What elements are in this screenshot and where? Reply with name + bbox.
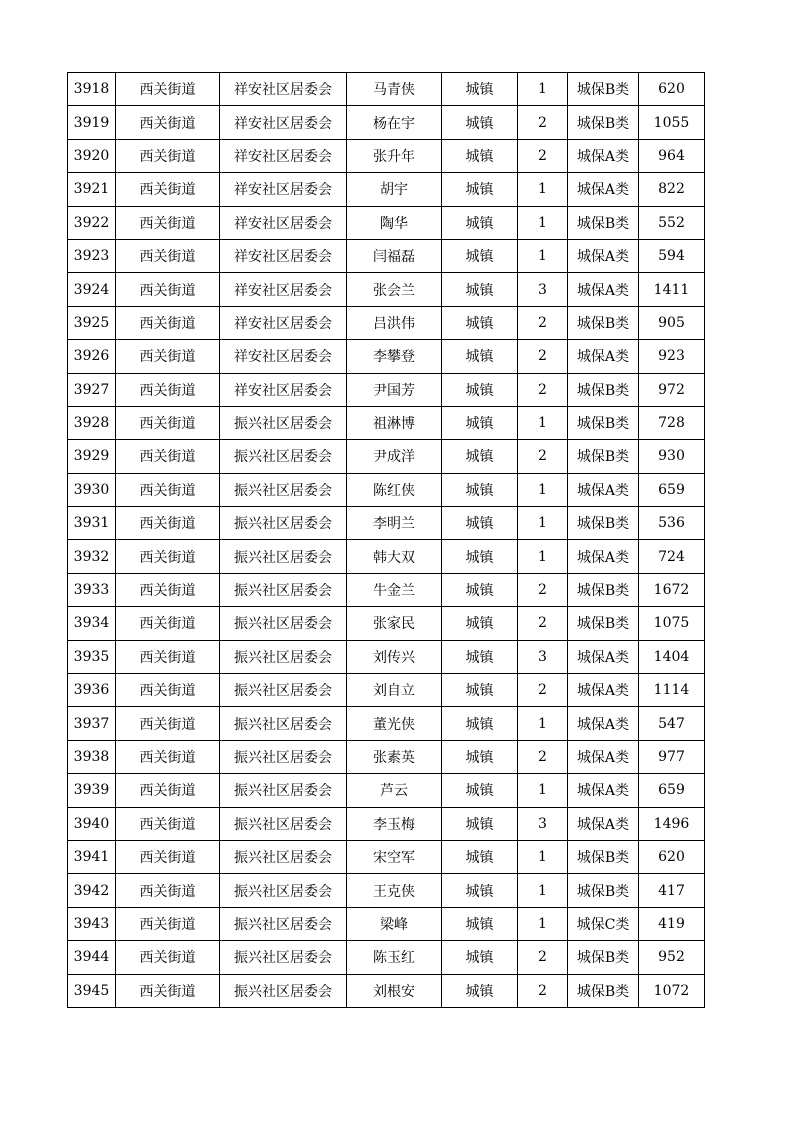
amount-cell: 930 — [639, 440, 705, 473]
row-id-cell: 3943 — [68, 907, 116, 940]
category-cell: 城保A类 — [568, 340, 639, 373]
category-cell: 城保A类 — [568, 473, 639, 506]
row-id-cell: 3932 — [68, 540, 116, 573]
household-count-cell: 2 — [518, 974, 568, 1007]
area-type-cell: 城镇 — [442, 139, 518, 172]
table-row — [68, 540, 705, 573]
area-type-cell: 城镇 — [442, 573, 518, 606]
street-cell: 西关街道 — [116, 139, 220, 172]
name-cell: 李明兰 — [347, 507, 442, 540]
name-cell: 董光侠 — [347, 707, 442, 740]
category-cell: 城保B类 — [568, 373, 639, 406]
amount-cell: 1114 — [639, 674, 705, 707]
row-id-cell: 3938 — [68, 740, 116, 773]
community-cell: 祥安社区居委会 — [220, 273, 347, 306]
community-cell: 振兴社区居委会 — [220, 807, 347, 840]
table-row — [68, 306, 705, 339]
area-type-cell: 城镇 — [442, 707, 518, 740]
row-id-cell: 3928 — [68, 406, 116, 439]
row-id-cell: 3927 — [68, 373, 116, 406]
table-row — [68, 239, 705, 272]
community-cell: 祥安社区居委会 — [220, 239, 347, 272]
street-cell: 西关街道 — [116, 440, 220, 473]
category-cell: 城保B类 — [568, 974, 639, 1007]
name-cell: 吕洪伟 — [347, 306, 442, 339]
street-cell: 西关街道 — [116, 907, 220, 940]
community-cell: 祥安社区居委会 — [220, 73, 347, 106]
area-type-cell: 城镇 — [442, 173, 518, 206]
category-cell: 城保B类 — [568, 106, 639, 139]
name-cell: 牛金兰 — [347, 573, 442, 606]
street-cell: 西关街道 — [116, 874, 220, 907]
area-type-cell: 城镇 — [442, 640, 518, 673]
street-cell: 西关街道 — [116, 306, 220, 339]
amount-cell: 417 — [639, 874, 705, 907]
category-cell: 城保B类 — [568, 306, 639, 339]
name-cell: 芦云 — [347, 774, 442, 807]
name-cell: 闫福磊 — [347, 239, 442, 272]
street-cell: 西关街道 — [116, 540, 220, 573]
household-count-cell: 1 — [518, 707, 568, 740]
name-cell: 马青侠 — [347, 73, 442, 106]
row-id-cell: 3925 — [68, 306, 116, 339]
area-type-cell: 城镇 — [442, 73, 518, 106]
name-cell: 刘传兴 — [347, 640, 442, 673]
area-type-cell: 城镇 — [442, 239, 518, 272]
household-count-cell: 1 — [518, 173, 568, 206]
category-cell: 城保B类 — [568, 440, 639, 473]
amount-cell: 552 — [639, 206, 705, 239]
household-count-cell: 2 — [518, 106, 568, 139]
area-type-cell: 城镇 — [442, 540, 518, 573]
category-cell: 城保A类 — [568, 273, 639, 306]
name-cell: 张家民 — [347, 607, 442, 640]
household-count-cell: 2 — [518, 306, 568, 339]
community-cell: 振兴社区居委会 — [220, 674, 347, 707]
amount-cell: 1075 — [639, 607, 705, 640]
community-cell: 振兴社区居委会 — [220, 941, 347, 974]
community-cell: 振兴社区居委会 — [220, 406, 347, 439]
street-cell: 西关街道 — [116, 974, 220, 1007]
amount-cell: 1496 — [639, 807, 705, 840]
category-cell: 城保A类 — [568, 139, 639, 172]
category-cell: 城保A类 — [568, 774, 639, 807]
name-cell: 陈红侠 — [347, 473, 442, 506]
table-row — [68, 807, 705, 840]
street-cell: 西关街道 — [116, 740, 220, 773]
row-id-cell: 3941 — [68, 840, 116, 873]
table-row — [68, 674, 705, 707]
amount-cell: 728 — [639, 406, 705, 439]
area-type-cell: 城镇 — [442, 440, 518, 473]
street-cell: 西关街道 — [116, 807, 220, 840]
amount-cell: 1055 — [639, 106, 705, 139]
row-id-cell: 3935 — [68, 640, 116, 673]
category-cell: 城保B类 — [568, 941, 639, 974]
table-row — [68, 406, 705, 439]
amount-cell: 972 — [639, 373, 705, 406]
category-cell: 城保A类 — [568, 807, 639, 840]
table-row — [68, 874, 705, 907]
table-row — [68, 206, 705, 239]
amount-cell: 952 — [639, 941, 705, 974]
amount-cell: 1411 — [639, 273, 705, 306]
amount-cell: 977 — [639, 740, 705, 773]
row-id-cell: 3939 — [68, 774, 116, 807]
name-cell: 祖淋博 — [347, 406, 442, 439]
street-cell: 西关街道 — [116, 73, 220, 106]
community-cell: 振兴社区居委会 — [220, 740, 347, 773]
category-cell: 城保B类 — [568, 840, 639, 873]
street-cell: 西关街道 — [116, 273, 220, 306]
table-row — [68, 907, 705, 940]
category-cell: 城保A类 — [568, 640, 639, 673]
community-cell: 振兴社区居委会 — [220, 540, 347, 573]
category-cell: 城保A类 — [568, 674, 639, 707]
name-cell: 宋空军 — [347, 840, 442, 873]
name-cell: 梁峰 — [347, 907, 442, 940]
amount-cell: 905 — [639, 306, 705, 339]
street-cell: 西关街道 — [116, 573, 220, 606]
category-cell: 城保B类 — [568, 874, 639, 907]
amount-cell: 659 — [639, 473, 705, 506]
area-type-cell: 城镇 — [442, 507, 518, 540]
area-type-cell: 城镇 — [442, 273, 518, 306]
row-id-cell: 3926 — [68, 340, 116, 373]
area-type-cell: 城镇 — [442, 907, 518, 940]
community-cell: 祥安社区居委会 — [220, 139, 347, 172]
name-cell: 张素英 — [347, 740, 442, 773]
roster-table — [67, 72, 705, 1008]
category-cell: 城保B类 — [568, 507, 639, 540]
row-id-cell: 3924 — [68, 273, 116, 306]
household-count-cell: 3 — [518, 807, 568, 840]
name-cell: 尹成洋 — [347, 440, 442, 473]
name-cell: 胡宇 — [347, 173, 442, 206]
household-count-cell: 2 — [518, 373, 568, 406]
household-count-cell: 1 — [518, 507, 568, 540]
table-row — [68, 139, 705, 172]
amount-cell: 1672 — [639, 573, 705, 606]
community-cell: 振兴社区居委会 — [220, 974, 347, 1007]
household-count-cell: 2 — [518, 607, 568, 640]
amount-cell: 1072 — [639, 974, 705, 1007]
name-cell: 尹国芳 — [347, 373, 442, 406]
table-row — [68, 340, 705, 373]
street-cell: 西关街道 — [116, 774, 220, 807]
row-id-cell: 3919 — [68, 106, 116, 139]
category-cell: 城保A类 — [568, 540, 639, 573]
amount-cell: 659 — [639, 774, 705, 807]
street-cell: 西关街道 — [116, 406, 220, 439]
amount-cell: 594 — [639, 239, 705, 272]
household-count-cell: 2 — [518, 340, 568, 373]
row-id-cell: 3921 — [68, 173, 116, 206]
household-count-cell: 1 — [518, 73, 568, 106]
table-row — [68, 473, 705, 506]
area-type-cell: 城镇 — [442, 840, 518, 873]
community-cell: 振兴社区居委会 — [220, 774, 347, 807]
category-cell: 城保B类 — [568, 206, 639, 239]
street-cell: 西关街道 — [116, 373, 220, 406]
name-cell: 刘自立 — [347, 674, 442, 707]
household-count-cell: 1 — [518, 473, 568, 506]
household-count-cell: 1 — [518, 540, 568, 573]
area-type-cell: 城镇 — [442, 874, 518, 907]
row-id-cell: 3940 — [68, 807, 116, 840]
household-count-cell: 2 — [518, 674, 568, 707]
household-count-cell: 3 — [518, 273, 568, 306]
row-id-cell: 3942 — [68, 874, 116, 907]
community-cell: 振兴社区居委会 — [220, 874, 347, 907]
amount-cell: 620 — [639, 73, 705, 106]
category-cell: 城保A类 — [568, 173, 639, 206]
street-cell: 西关街道 — [116, 206, 220, 239]
amount-cell: 1404 — [639, 640, 705, 673]
name-cell: 李攀登 — [347, 340, 442, 373]
category-cell: 城保A类 — [568, 707, 639, 740]
amount-cell: 724 — [639, 540, 705, 573]
table-row — [68, 607, 705, 640]
table-row — [68, 974, 705, 1007]
area-type-cell: 城镇 — [442, 106, 518, 139]
table-row — [68, 507, 705, 540]
community-cell: 振兴社区居委会 — [220, 607, 347, 640]
area-type-cell: 城镇 — [442, 941, 518, 974]
street-cell: 西关街道 — [116, 473, 220, 506]
row-id-cell: 3933 — [68, 573, 116, 606]
community-cell: 祥安社区居委会 — [220, 306, 347, 339]
name-cell: 刘根安 — [347, 974, 442, 1007]
community-cell: 祥安社区居委会 — [220, 373, 347, 406]
area-type-cell: 城镇 — [442, 373, 518, 406]
area-type-cell: 城镇 — [442, 306, 518, 339]
name-cell: 张会兰 — [347, 273, 442, 306]
table-row — [68, 106, 705, 139]
community-cell: 祥安社区居委会 — [220, 173, 347, 206]
street-cell: 西关街道 — [116, 507, 220, 540]
name-cell: 李玉梅 — [347, 807, 442, 840]
household-count-cell: 3 — [518, 640, 568, 673]
street-cell: 西关街道 — [116, 941, 220, 974]
table-row — [68, 573, 705, 606]
roster-table-body — [68, 73, 705, 1008]
area-type-cell: 城镇 — [442, 807, 518, 840]
table-row — [68, 273, 705, 306]
category-cell: 城保A类 — [568, 239, 639, 272]
table-row — [68, 173, 705, 206]
amount-cell: 620 — [639, 840, 705, 873]
household-count-cell: 2 — [518, 573, 568, 606]
street-cell: 西关街道 — [116, 106, 220, 139]
row-id-cell: 3918 — [68, 73, 116, 106]
name-cell: 韩大双 — [347, 540, 442, 573]
category-cell: 城保B类 — [568, 73, 639, 106]
community-cell: 振兴社区居委会 — [220, 440, 347, 473]
name-cell: 王克侠 — [347, 874, 442, 907]
community-cell: 祥安社区居委会 — [220, 106, 347, 139]
table-row — [68, 740, 705, 773]
community-cell: 振兴社区居委会 — [220, 707, 347, 740]
community-cell: 祥安社区居委会 — [220, 340, 347, 373]
row-id-cell: 3929 — [68, 440, 116, 473]
amount-cell: 536 — [639, 507, 705, 540]
amount-cell: 822 — [639, 173, 705, 206]
table-row — [68, 373, 705, 406]
category-cell: 城保C类 — [568, 907, 639, 940]
community-cell: 振兴社区居委会 — [220, 907, 347, 940]
category-cell: 城保B类 — [568, 406, 639, 439]
household-count-cell: 2 — [518, 139, 568, 172]
household-count-cell: 2 — [518, 740, 568, 773]
category-cell: 城保A类 — [568, 740, 639, 773]
row-id-cell: 3945 — [68, 974, 116, 1007]
table-row — [68, 440, 705, 473]
name-cell: 张升年 — [347, 139, 442, 172]
row-id-cell: 3930 — [68, 473, 116, 506]
table-row — [68, 73, 705, 106]
amount-cell: 964 — [639, 139, 705, 172]
household-count-cell: 2 — [518, 440, 568, 473]
street-cell: 西关街道 — [116, 340, 220, 373]
household-count-cell: 1 — [518, 840, 568, 873]
area-type-cell: 城镇 — [442, 674, 518, 707]
category-cell: 城保B类 — [568, 607, 639, 640]
table-row — [68, 941, 705, 974]
household-count-cell: 1 — [518, 874, 568, 907]
street-cell: 西关街道 — [116, 607, 220, 640]
name-cell: 陈玉红 — [347, 941, 442, 974]
community-cell: 振兴社区居委会 — [220, 840, 347, 873]
community-cell: 振兴社区居委会 — [220, 573, 347, 606]
amount-cell: 923 — [639, 340, 705, 373]
name-cell: 杨在宇 — [347, 106, 442, 139]
table-row — [68, 640, 705, 673]
table-row — [68, 840, 705, 873]
area-type-cell: 城镇 — [442, 607, 518, 640]
household-count-cell: 1 — [518, 774, 568, 807]
household-count-cell: 1 — [518, 907, 568, 940]
area-type-cell: 城镇 — [442, 740, 518, 773]
street-cell: 西关街道 — [116, 173, 220, 206]
table-row — [68, 774, 705, 807]
row-id-cell: 3923 — [68, 239, 116, 272]
row-id-cell: 3934 — [68, 607, 116, 640]
household-count-cell: 1 — [518, 206, 568, 239]
community-cell: 振兴社区居委会 — [220, 473, 347, 506]
household-count-cell: 1 — [518, 406, 568, 439]
community-cell: 振兴社区居委会 — [220, 640, 347, 673]
row-id-cell: 3922 — [68, 206, 116, 239]
area-type-cell: 城镇 — [442, 774, 518, 807]
street-cell: 西关街道 — [116, 840, 220, 873]
name-cell: 陶华 — [347, 206, 442, 239]
community-cell: 振兴社区居委会 — [220, 507, 347, 540]
amount-cell: 547 — [639, 707, 705, 740]
amount-cell: 419 — [639, 907, 705, 940]
row-id-cell: 3937 — [68, 707, 116, 740]
row-id-cell: 3920 — [68, 139, 116, 172]
street-cell: 西关街道 — [116, 674, 220, 707]
household-count-cell: 2 — [518, 941, 568, 974]
area-type-cell: 城镇 — [442, 206, 518, 239]
area-type-cell: 城镇 — [442, 406, 518, 439]
area-type-cell: 城镇 — [442, 473, 518, 506]
street-cell: 西关街道 — [116, 640, 220, 673]
community-cell: 祥安社区居委会 — [220, 206, 347, 239]
street-cell: 西关街道 — [116, 707, 220, 740]
area-type-cell: 城镇 — [442, 974, 518, 1007]
household-count-cell: 1 — [518, 239, 568, 272]
street-cell: 西关街道 — [116, 239, 220, 272]
row-id-cell: 3931 — [68, 507, 116, 540]
table-row — [68, 707, 705, 740]
category-cell: 城保B类 — [568, 573, 639, 606]
row-id-cell: 3936 — [68, 674, 116, 707]
row-id-cell: 3944 — [68, 941, 116, 974]
area-type-cell: 城镇 — [442, 340, 518, 373]
